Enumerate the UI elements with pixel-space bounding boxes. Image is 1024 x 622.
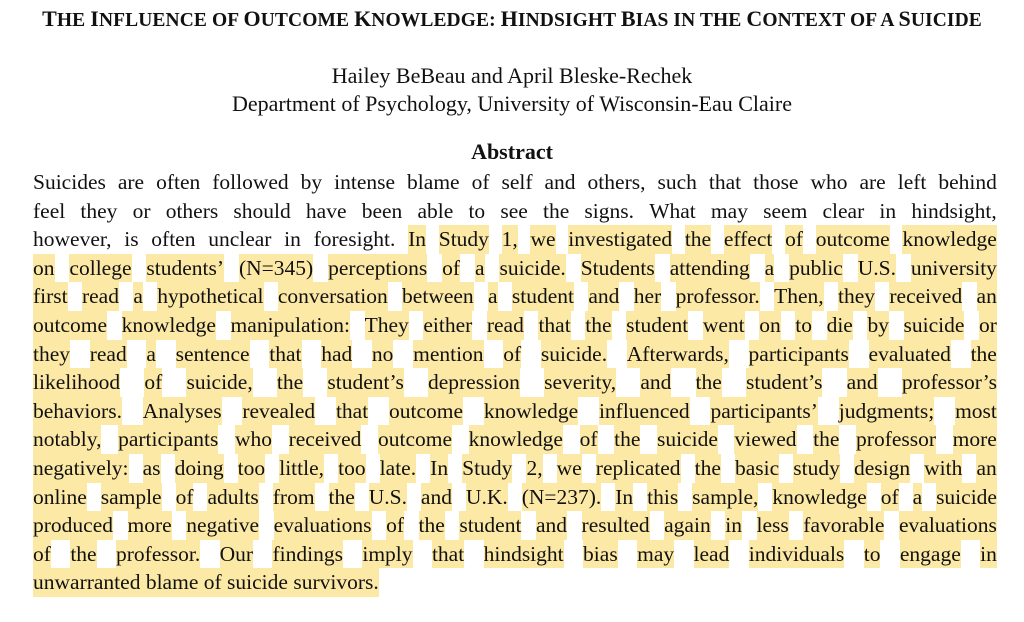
highlighted-word: went	[703, 311, 745, 340]
highlighted-word: received	[889, 282, 962, 311]
abstract-word: foresight.	[313, 227, 396, 252]
abstract-word: they	[80, 198, 118, 223]
highlighted-word: knowledge	[122, 311, 216, 340]
highlighted-word: a	[475, 254, 485, 283]
highlighted-word: her	[634, 282, 661, 311]
highlighted-word: resulted	[582, 511, 650, 540]
highlighted-word: sample,	[692, 483, 758, 512]
highlighted-word: suicide,	[186, 368, 252, 397]
highlighted-word: read	[487, 311, 524, 340]
abstract-word: see	[500, 198, 528, 223]
highlighted-word: most	[955, 397, 997, 426]
abstract-line	[33, 168, 997, 197]
highlighted-word: of	[881, 483, 899, 512]
abstract-word: those	[753, 170, 799, 194]
highlighted-word: adults	[207, 483, 258, 512]
highlighted-word: Study	[462, 454, 512, 483]
abstract-word: Suicides	[33, 170, 106, 194]
abstract-line	[33, 425, 997, 454]
abstract-word: self	[501, 170, 533, 194]
highlighted-word: individuals	[749, 540, 845, 569]
highlighted-word: an	[976, 454, 996, 483]
highlighted-word: findings	[272, 540, 342, 569]
highlighted-word: a	[133, 282, 143, 311]
highlighted-word: student	[512, 282, 574, 311]
highlighted-word: of	[580, 425, 598, 454]
highlighted-word: They	[365, 311, 409, 340]
title-cap: S	[898, 6, 911, 31]
highlighted-word: a	[913, 483, 923, 512]
highlighted-word: of	[204, 568, 222, 597]
highlighted-word: negative	[186, 511, 259, 540]
highlighted-word: Study	[439, 225, 489, 254]
highlighted-word: the	[971, 340, 997, 369]
highlighted-word: again	[664, 511, 711, 540]
highlighted-word: die	[827, 311, 853, 340]
abstract-word: often	[151, 227, 196, 252]
highlighted-word: In	[408, 225, 426, 254]
highlighted-word: students’	[146, 254, 224, 283]
highlighted-word: either	[423, 311, 472, 340]
abstract-word: to	[468, 198, 486, 223]
highlighted-word: likelihood	[33, 368, 120, 397]
highlighted-word: investigated	[568, 225, 672, 254]
abstract-word: the	[542, 198, 570, 223]
abstract-line	[33, 225, 997, 254]
highlighted-word: (N=237).	[522, 483, 602, 512]
highlighted-word: professor.	[676, 282, 760, 311]
title-cap: C	[746, 6, 763, 31]
highlighted-word: received	[289, 425, 362, 454]
highlighted-word: to	[795, 311, 812, 340]
highlighted-word: In	[615, 483, 633, 512]
highlighted-word: public	[789, 254, 843, 283]
abstract-word: should	[233, 198, 291, 223]
abstract-word: What	[649, 198, 696, 223]
highlighted-word: the	[70, 540, 96, 569]
highlighted-word: between	[402, 282, 474, 311]
highlighted-word: suicide	[936, 483, 997, 512]
abstract-word: seem	[763, 198, 808, 223]
highlighted-word: as	[143, 454, 161, 483]
title-cap: O	[243, 6, 261, 31]
highlighted-word: of	[176, 483, 194, 512]
highlighted-word: lead	[694, 540, 730, 569]
highlighted-word: participants	[749, 340, 849, 369]
highlighted-word: this	[647, 483, 678, 512]
highlighted-word: unwarranted	[33, 568, 140, 597]
highlighted-word: Afterwards,	[627, 340, 729, 369]
highlighted-word: outcome	[378, 425, 452, 454]
abstract-word: are	[117, 170, 145, 194]
abstract-word: in	[879, 198, 897, 223]
highlighted-word: read	[90, 340, 127, 369]
highlighted-word: outcome	[33, 311, 107, 340]
abstract-word: such	[657, 170, 697, 194]
abstract-word: behind	[938, 170, 997, 194]
abstract-word: are	[859, 170, 886, 194]
title-text: HE	[56, 10, 91, 31]
highlighted-word: that	[269, 340, 301, 369]
highlighted-word: suicide.	[499, 254, 565, 283]
highlighted-word: who	[235, 425, 272, 454]
highlighted-word: on	[759, 311, 781, 340]
abstract-word: often	[156, 170, 201, 194]
abstract-word: been	[361, 198, 403, 223]
abstract-line	[33, 511, 997, 540]
highlighted-word: or	[979, 311, 997, 340]
highlighted-word: an	[977, 282, 997, 311]
abstract-line	[33, 197, 997, 226]
highlighted-word: and	[588, 282, 619, 311]
highlighted-word: of	[503, 340, 521, 369]
highlighted-word: too	[238, 454, 265, 483]
highlighted-word: we	[530, 225, 555, 254]
title-text: NOWLEDGE:	[371, 10, 501, 31]
highlighted-word: influenced	[599, 397, 690, 426]
highlighted-word: more	[128, 511, 172, 540]
highlighted-word: produced	[33, 511, 113, 540]
highlighted-word: behaviors.	[33, 397, 122, 426]
highlighted-word: the	[614, 425, 640, 454]
highlighted-word: revealed	[242, 397, 315, 426]
highlighted-word: In	[430, 454, 448, 483]
title-text: IAS IN THE	[635, 10, 747, 31]
highlighted-word: evaluated	[869, 340, 951, 369]
highlighted-word: of	[386, 511, 404, 540]
highlighted-word: imply	[362, 540, 412, 569]
highlighted-word: participants’	[710, 397, 817, 426]
highlighted-word: of	[144, 368, 162, 397]
highlighted-word: may	[637, 540, 674, 569]
highlighted-word: less	[757, 511, 789, 540]
highlighted-word: mention	[413, 340, 483, 369]
abstract-word: others,	[587, 170, 646, 194]
highlighted-word: no	[372, 340, 394, 369]
highlighted-word: student	[626, 311, 688, 340]
abstract-word: unclear	[208, 227, 272, 252]
highlighted-word: we	[557, 454, 582, 483]
abstract-word: have	[305, 198, 347, 223]
highlighted-word: study	[793, 454, 840, 483]
highlighted-word: Analyses	[143, 397, 222, 426]
highlighted-word: they	[838, 282, 875, 311]
title-cap: T	[42, 6, 57, 31]
abstract-word: signs.	[584, 198, 635, 223]
highlighted-word: survivors.	[293, 568, 378, 597]
title-cap: B	[620, 6, 636, 31]
title-text: UTCOME	[260, 10, 355, 31]
highlighted-word: by	[867, 311, 889, 340]
highlighted-word: they	[33, 340, 70, 369]
highlighted-word: professor	[856, 425, 936, 454]
highlighted-word: suicide.	[541, 340, 607, 369]
abstract-word: blame	[407, 170, 460, 194]
highlighted-word: had	[321, 340, 352, 369]
abstract-line	[33, 483, 997, 512]
abstract-line	[33, 254, 997, 283]
highlighted-word: severity,	[544, 368, 616, 397]
highlighted-word: judgments;	[839, 397, 935, 426]
highlighted-word: U.S.	[858, 254, 896, 283]
highlighted-word: with	[924, 454, 962, 483]
title-cap: I	[90, 6, 99, 31]
author-names: Hailey BeBeau and April Bleske-Rechek	[331, 63, 693, 88]
title-text: INDSIGHT	[517, 10, 621, 31]
highlighted-word: in	[980, 540, 997, 569]
abstract-word: others	[165, 198, 219, 223]
highlighted-word: suicide	[904, 311, 965, 340]
highlighted-word: that	[336, 397, 368, 426]
highlighted-word: more	[953, 425, 997, 454]
abstract-line	[33, 540, 997, 569]
highlighted-word: the	[813, 425, 839, 454]
highlighted-word: conversation	[278, 282, 388, 311]
highlighted-word: the	[685, 225, 711, 254]
title-text: UICIDE	[910, 10, 982, 31]
highlighted-word: and	[421, 483, 452, 512]
highlighted-word: bias	[583, 540, 618, 569]
abstract-line	[33, 340, 997, 369]
highlighted-word: hypothetical	[157, 282, 263, 311]
highlighted-word: evaluations	[899, 511, 997, 540]
highlighted-word: professor’s	[902, 368, 997, 397]
highlighted-word: late.	[380, 454, 416, 483]
highlighted-word: the	[277, 368, 303, 397]
highlighted-word: (N=345)	[239, 254, 313, 283]
abstract-line	[33, 368, 997, 397]
abstract-word: of	[471, 170, 490, 194]
highlighted-word: viewed	[734, 425, 796, 454]
highlighted-word: manipulation:	[231, 311, 350, 340]
author-affiliation: Department of Psychology, University of Wisconsin-Eau Claire	[231, 91, 792, 116]
highlighted-word: the	[419, 511, 445, 540]
highlighted-word: of	[33, 540, 51, 569]
abstract-word: or	[132, 198, 151, 223]
title-cap: K	[354, 6, 372, 31]
highlighted-word: U.K.	[466, 483, 508, 512]
highlighted-word: read	[82, 282, 119, 311]
highlighted-word: knowledge	[902, 225, 996, 254]
highlighted-word: outcome	[389, 397, 463, 426]
highlighted-word: the	[696, 368, 722, 397]
abstract-word: by	[300, 170, 323, 194]
highlighted-word: the	[329, 483, 355, 512]
author-block	[0, 62, 1024, 118]
highlighted-word: from	[273, 483, 315, 512]
abstract-line	[33, 311, 997, 340]
highlighted-word: the	[585, 311, 611, 340]
highlighted-word: participants	[118, 425, 218, 454]
highlighted-word: too	[338, 454, 365, 483]
abstract-line	[33, 454, 997, 483]
highlighted-word: to	[864, 540, 881, 569]
highlighted-word: doing	[175, 454, 224, 483]
highlighted-word: basic	[735, 454, 779, 483]
abstract-word: is	[124, 227, 139, 252]
abstract-word: feel	[33, 198, 66, 223]
highlighted-word: the	[695, 454, 721, 483]
highlighted-word: and	[847, 368, 878, 397]
highlighted-word: favorable	[803, 511, 884, 540]
abstract-word: may	[710, 198, 748, 223]
highlighted-word: effect	[724, 225, 773, 254]
abstract-word: that	[708, 170, 742, 194]
title-text: NFLUENCE OF	[98, 10, 244, 31]
highlighted-word: that	[432, 540, 464, 569]
highlighted-word: attending	[670, 254, 750, 283]
highlighted-word: Then,	[774, 282, 824, 311]
abstract-line	[33, 397, 997, 426]
abstract-word: clear	[822, 198, 865, 223]
highlighted-word: student	[459, 511, 521, 540]
highlighted-word: negatively:	[33, 454, 129, 483]
highlighted-word: replicated	[596, 454, 681, 483]
abstract-body	[33, 168, 997, 597]
highlighted-word: perceptions	[328, 254, 427, 283]
abstract-word: who	[810, 170, 848, 194]
highlighted-word: Students	[581, 254, 655, 283]
highlighted-word: blame	[146, 568, 199, 597]
abstract-word: hindsight,	[911, 198, 997, 223]
highlighted-word: depression	[428, 368, 520, 397]
highlighted-word: 2,	[526, 454, 542, 483]
highlighted-word: in	[725, 511, 742, 540]
highlighted-word: sample	[101, 483, 162, 512]
highlighted-word: evaluations	[274, 511, 372, 540]
highlighted-word: online	[33, 483, 87, 512]
highlighted-word: first	[33, 282, 68, 311]
abstract-word: and	[544, 170, 576, 194]
highlighted-word: professor.	[116, 540, 200, 569]
abstract-word: intense	[334, 170, 396, 194]
abstract-line	[33, 282, 997, 311]
highlighted-word: knowledge	[484, 397, 578, 426]
highlighted-word: a	[146, 340, 156, 369]
highlighted-word: a	[488, 282, 498, 311]
highlighted-word: engage	[900, 540, 961, 569]
paper-title	[0, 6, 1024, 32]
highlighted-word: university	[911, 254, 997, 283]
highlighted-word: knowledge	[772, 483, 866, 512]
abstract-word: left	[897, 170, 927, 194]
highlighted-word: 1,	[502, 225, 518, 254]
highlighted-word: sentence	[176, 340, 250, 369]
abstract-heading: Abstract	[471, 139, 553, 164]
highlighted-word: little,	[279, 454, 324, 483]
highlighted-word: suicide	[227, 568, 288, 597]
highlighted-word: suicide	[657, 425, 718, 454]
highlighted-word: U.S.	[369, 483, 407, 512]
highlighted-word: hindsight	[484, 540, 564, 569]
abstract-line	[33, 568, 997, 597]
abstract-word: however,	[33, 227, 112, 252]
abstract-word: followed	[212, 170, 289, 194]
highlighted-word: on	[33, 254, 55, 283]
title-cap: H	[500, 6, 518, 31]
abstract-word: able	[417, 198, 454, 223]
highlighted-word: college	[69, 254, 131, 283]
highlighted-word: a	[765, 254, 775, 283]
highlighted-word: of	[442, 254, 460, 283]
highlighted-word: outcome	[816, 225, 890, 254]
highlighted-word: that	[538, 311, 570, 340]
highlighted-word: and	[640, 368, 671, 397]
highlighted-word: of	[785, 225, 803, 254]
highlighted-word: Our	[220, 540, 253, 569]
highlighted-word: knowledge	[469, 425, 563, 454]
highlighted-word: design	[854, 454, 910, 483]
highlighted-word: notably,	[33, 425, 101, 454]
abstract-word: in	[284, 227, 301, 252]
highlighted-word: student’s	[327, 368, 403, 397]
highlighted-word: student’s	[746, 368, 822, 397]
highlighted-word: and	[536, 511, 567, 540]
title-text: ONTEXT OF A	[762, 10, 899, 31]
